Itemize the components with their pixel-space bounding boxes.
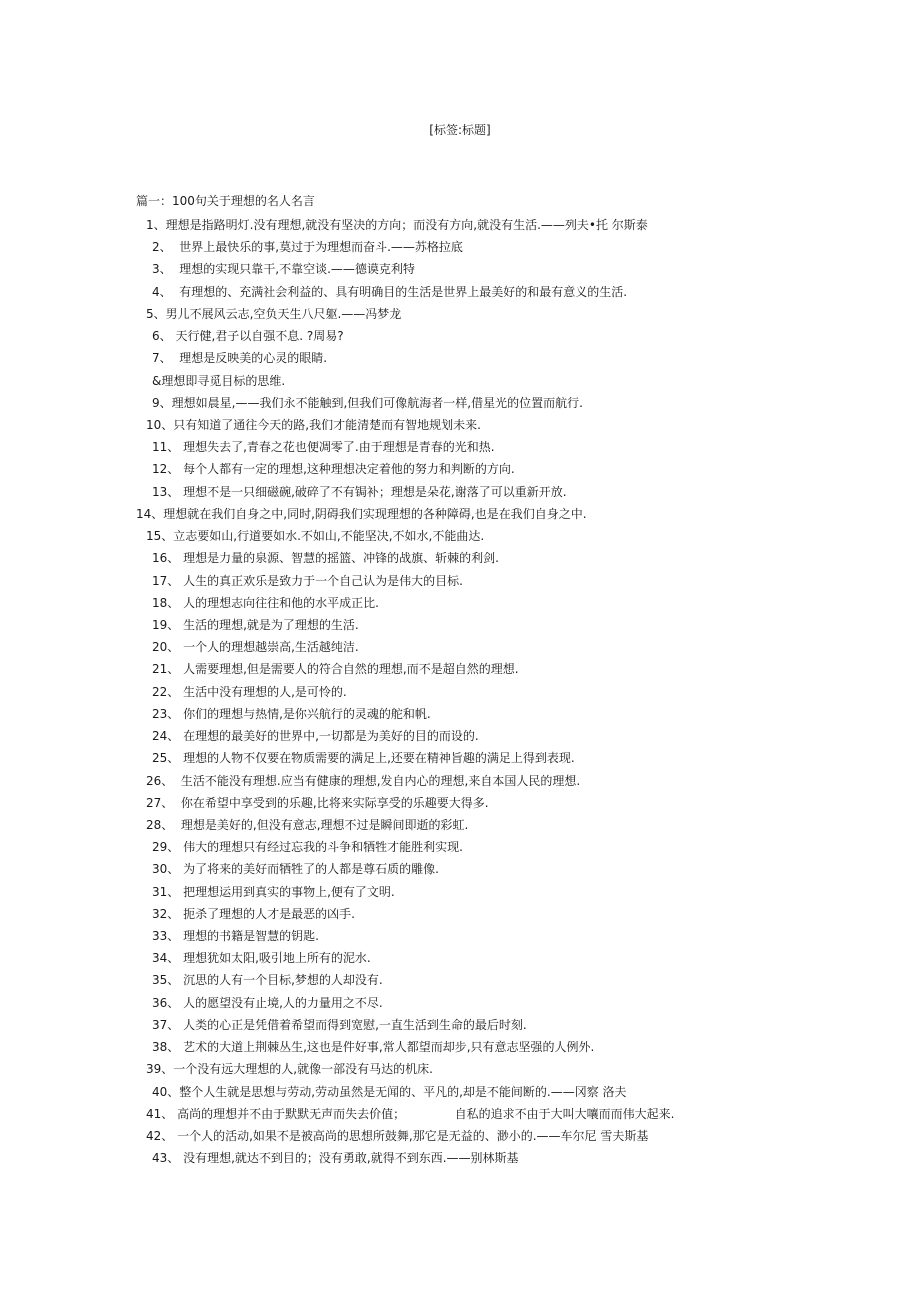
quote-line: 2、 世界上最快乐的事,莫过于为理想而奋斗.——苏格拉底 [152, 240, 463, 254]
quote-line: 43、 没有理想,就达不到目的；没有勇敢,就得不到东西.——别林斯基 [152, 1151, 519, 1165]
quote-line: 9、理想如晨星,——我们永不能触到,但我们可像航海者一样,借星光的位置而航行. [152, 396, 583, 410]
quote-line: 16、 理想是力量的泉源、智慧的摇篮、冲锋的战旗、斩棘的利剑. [152, 551, 499, 565]
quote-line: 24、 在理想的最美好的世界中,一切都是为美好的目的而设的. [152, 729, 479, 743]
quote-line: 13、 理想不是一只细磁碗,破碎了不有锔补；理想是朵花,谢落了可以重新开放. [152, 485, 567, 499]
quote-line: 5、男儿不展风云志,空负天生八尺躯.——冯梦龙 [146, 307, 402, 321]
quote-line: 17、 人生的真正欢乐是致力于一个自己认为是伟大的目标. [152, 574, 463, 588]
quote-line: 29、 伟大的理想只有经过忘我的斗争和牺牲才能胜利实现. [152, 840, 463, 854]
quote-line: 36、 人的愿望没有止境,人的力量用之不尽. [152, 996, 383, 1010]
document-tag: [标签:标题] [429, 123, 491, 137]
quote-line: 11、 理想失去了,青春之花也便凋零了.由于理想是青春的光和热. [152, 440, 495, 454]
quote-line: 37、 人类的心正是凭借着希望而得到宽慰,一直生活到生命的最后时刻. [152, 1018, 527, 1032]
quote-line: 25、 理想的人物不仅要在物质需要的满足上,还要在精神旨趣的满足上得到表现. [152, 751, 575, 765]
quote-line: 7、 理想是反映美的心灵的眼睛. [152, 351, 328, 365]
quote-line: 42、 一个人的活动,如果不是被高尚的思想所鼓舞,那它是无益的、渺小的.——车尔尼 雪夫斯基 [146, 1129, 649, 1143]
quote-line: 20、 一个人的理想越崇高,生活越纯洁. [152, 640, 359, 654]
quote-line: 38、 艺术的大道上荆棘丛生,这也是件好事,常人都望而却步,只有意志坚强的人例外. [152, 1040, 595, 1054]
quote-line: 30、 为了将来的美好而牺牲了的人都是尊石质的雕像. [152, 862, 439, 876]
quote-line: 1、理想是指路明灯.没有理想,就没有坚决的方向；而没有方向,就没有生活.——列夫•托 尔斯泰 [146, 218, 648, 232]
quote-line: 26、 生活不能没有理想.应当有健康的理想,发自内心的理想,来自本国人民的理想. [146, 774, 581, 788]
quote-line: 28、 理想是美好的,但没有意志,理想不过是瞬间即逝的彩虹. [146, 818, 469, 832]
quote-line: 21、 人需要理想,但是需要人的符合自然的理想,而不是超自然的理想. [152, 662, 519, 676]
quote-line: 18、 人的理想志向往往和他的水平成正比. [152, 596, 379, 610]
quote-line: 31、 把理想运用到真实的事物上,便有了文明. [152, 885, 395, 899]
quote-line: 14、理想就在我们自身之中,同时,阴碍我们实现理想的各种障碍,也是在我们自身之中. [136, 507, 587, 521]
quote-line: 39、一个没有远大理想的人,就像一部没有马达的机床. [146, 1062, 433, 1076]
quote-line: 15、立志要如山,行道要如水.不如山,不能坚决,不如水,不能曲达. [146, 529, 485, 543]
quote-line: 4、 有理想的、充满社会利益的、具有明确目的生活是世界上最美好的和最有意义的生活. [152, 285, 628, 299]
quote-line: 23、 你们的理想与热情,是你兴航行的灵魂的舵和帆. [152, 707, 431, 721]
quote-line: 33、 理想的书籍是智慧的钥匙. [152, 929, 319, 943]
quote-line: &理想即寻觅目标的思维. [152, 374, 286, 388]
quote-line: 40、整个人生就是思想与劳动,劳动虽然是无闻的、平凡的,却是不能间断的.——冈察 洛夫 [152, 1085, 627, 1099]
quote-line: 41、 高尚的理想并不由于默默无声而失去价值； 自私的追求不由于大叫大嚷而而伟大起来. [146, 1107, 675, 1121]
quote-line: 27、 你在希望中享受到的乐趣,比将来实际享受的乐趣要大得多. [146, 796, 489, 810]
quote-line: 19、 生活的理想,就是为了理想的生活. [152, 618, 359, 632]
quote-line: 32、 扼杀了理想的人才是最恶的凶手. [152, 907, 355, 921]
quote-line: 3、 理想的实现只靠干,不靠空谈.——德谟克利特 [152, 262, 415, 276]
quote-line: 35、 沉思的人有一个目标,梦想的人却没有. [152, 973, 383, 987]
quote-line: 10、只有知道了通往今天的路,我们才能清楚而有智地规划未来. [146, 418, 481, 432]
quote-line: 12、 每个人都有一定的理想,这种理想决定着他的努力和判断的方向. [152, 462, 515, 476]
quote-line: 6、 天行健,君子以自强不息. ?周易? [152, 329, 344, 343]
quote-line: 34、 理想犹如太阳,吸引地上所有的泥水. [152, 951, 371, 965]
document-heading: 篇一：100句关于理想的名人名言 [136, 194, 315, 208]
quote-line: 22、 生活中没有理想的人,是可怜的. [152, 685, 347, 699]
